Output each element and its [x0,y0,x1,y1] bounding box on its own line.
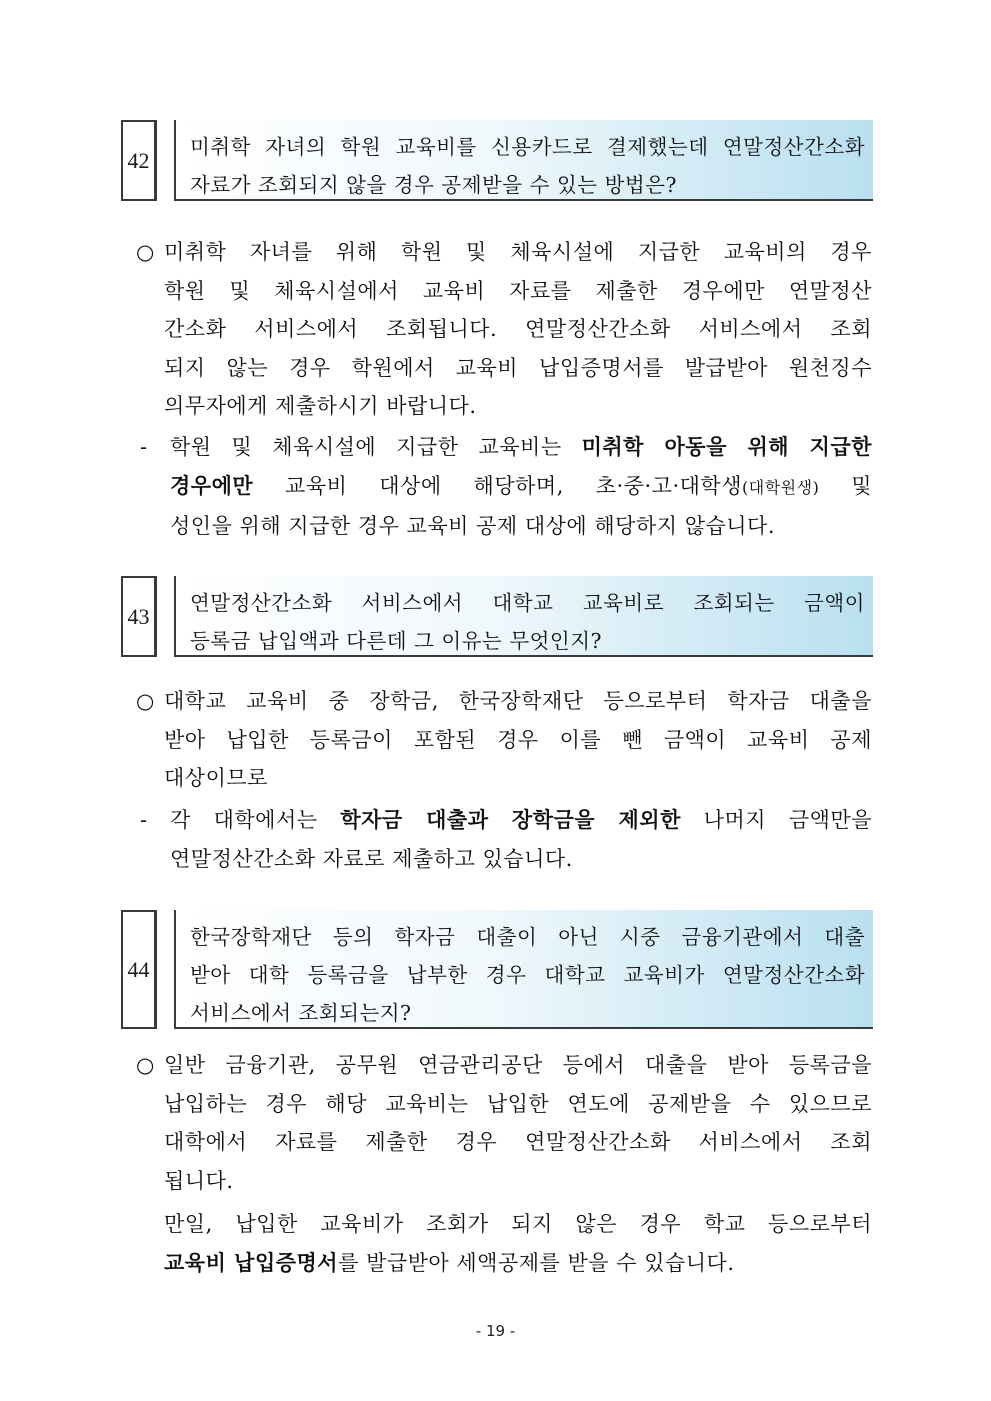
dash-bullet: - [140,435,148,459]
question-line: 받아 대학 등록금을 납부한 경우 대학교 교육비가 연말정산간소화 [190,963,865,987]
answer-line: 성인을 위해 지급한 경우 교육비 공제 대상에 해당하지 않습니다. [170,514,776,538]
dash-bullet: - [140,808,148,832]
question-text-box [174,910,873,1029]
answer-text: 학원 및 체육시설에 지급한 교육비는 [170,435,582,459]
answer-43-paragraph-2 [140,801,872,878]
answer-line: 됩니다. [164,1168,234,1193]
question-line: 자료가 조회되지 않을 경우 공제받을 수 있는 방법은? [190,173,677,197]
question-line: 연말정산간소화 서비스에서 대학교 교육비로 조회되는 금액이 [190,591,865,615]
question-line: 서비스에서 조회되는지? [190,1001,412,1025]
question-number: 43 [121,576,157,657]
answer-line: 미취학 자녀를 위해 학원 및 체육시설에 지급한 교육비의 경우 [164,240,872,264]
answer-line: 납입하는 경우 해당 교육비는 납입한 연도에 공제받을 수 있으므로 [164,1091,872,1116]
circle-bullet: ○ [136,689,155,713]
question-line: 미취학 자녀의 학원 교육비를 신용카드로 결제했는데 연말정산간소화 [190,135,865,159]
answer-line: 학원 및 체육시설에서 교육비 자료를 제출한 경우에만 연말정산 [164,278,872,303]
answer-text: 를 발급받아 세액공제를 받을 수 있습니다. [338,1250,735,1275]
question-text-box [174,576,873,657]
answer-line: 연말정산간소화 자료로 제출하고 있습니다. [170,846,573,871]
answer-44-paragraph-1 [136,1046,872,1200]
answer-line: 되지 않는 경우 학원에서 교육비 납입증명서를 발급받아 원천징수 [164,355,872,380]
circle-bullet: ○ [136,1053,155,1077]
question-line: 등록금 납입액과 다른데 그 이유는 무엇인지? [190,629,603,653]
emphasis-text: 미취학 아동을 위해 지급한 [581,435,872,459]
answer-42-paragraph-2 [140,428,872,546]
page-number: - 19 - [475,1322,516,1340]
answer-line: 의무자에게 제출하시기 바랍니다. [164,394,477,418]
answer-line: 간소화 서비스에서 조회됩니다. 연말정산간소화 서비스에서 조회 [164,317,872,341]
answer-text: 교육비 대상에 해당하며, 초·중·고·대학생 [253,473,742,498]
parenthetical-note: (대학원생) [742,477,820,497]
answer-text: 및 [819,473,872,498]
answer-line: 받아 납입한 등록금이 포함된 경우 이를 뺀 금액이 교육비 공제 [164,727,872,752]
question-number: 42 [121,120,157,201]
emphasis-text: 경우에만 [170,473,254,498]
question-line: 한국장학재단 등의 학자금 대출이 아닌 시중 금융기관에서 대출 [190,925,865,949]
answer-line: 대학에서 자료를 제출한 경우 연말정산간소화 서비스에서 조회 [164,1130,872,1154]
answer-42-paragraph-1 [136,233,872,426]
question-text-box [174,120,873,201]
answer-line: 대학교 교육비 중 장학금, 한국장학재단 등으로부터 학자금 대출을 [164,689,872,713]
answer-line: 일반 금융기관, 공무원 연금관리공단 등에서 대출을 받아 등록금을 [164,1053,872,1077]
question-number: 44 [121,910,157,1029]
emphasis-text: 학자금 대출과 장학금을 제외한 [340,808,681,832]
question-44 [121,910,873,1029]
question-43 [121,576,873,657]
answer-text: 나머지 금액만을 [680,808,872,832]
circle-bullet: ○ [136,240,155,264]
question-42 [121,120,873,201]
answer-line: 만일, 납입한 교육비가 조회가 되지 않은 경우 학교 등으로부터 [164,1212,872,1236]
answer-text: 각 대학에서는 [170,808,341,832]
emphasis-text: 교육비 납입증명서 [164,1250,339,1275]
answer-44-paragraph-2 [164,1205,872,1282]
answer-43-paragraph-1 [136,682,872,798]
answer-line: 대상이므로 [164,766,268,790]
